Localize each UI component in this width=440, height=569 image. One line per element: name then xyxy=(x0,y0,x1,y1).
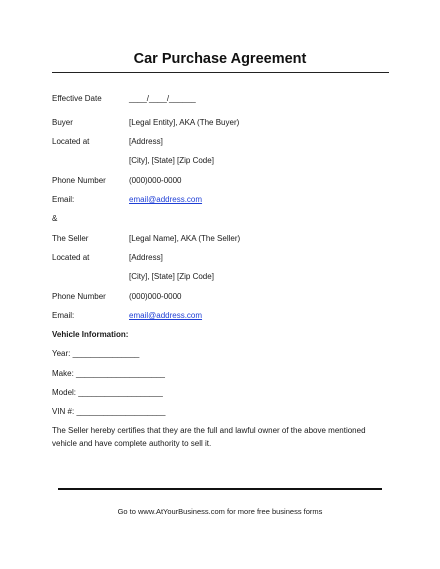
buyer-city-field[interactable]: [City], [State] [Zip Code] xyxy=(129,156,214,165)
certification-paragraph: The Seller hereby certifies that they are the full and lawful owner of the above mentioned vehicle and have complete authority to sell it. xyxy=(52,426,366,448)
vehicle-year-field[interactable]: Year: _______________ xyxy=(52,349,140,358)
vehicle-make-field[interactable]: Make: ____________________ xyxy=(52,369,165,378)
seller-city-field[interactable]: [City], [State] [Zip Code] xyxy=(129,272,214,281)
seller-name-field[interactable]: [Legal Name], AKA (The Seller) xyxy=(129,234,241,243)
buyer-email-label: Email: xyxy=(52,195,75,204)
buyer-name-field[interactable]: [Legal Entity], AKA (The Buyer) xyxy=(129,118,240,127)
buyer-phone-label: Phone Number xyxy=(52,176,106,185)
seller-label: The Seller xyxy=(52,234,89,243)
buyer-label: Buyer xyxy=(52,118,73,127)
vehicle-info-heading: Vehicle Information: xyxy=(52,330,129,339)
vehicle-vin-field[interactable]: VIN #: ____________________ xyxy=(52,407,166,416)
seller-located-label: Located at xyxy=(52,253,90,262)
footer-note: Go to www.AtYourBusiness.com for more free business forms xyxy=(117,507,323,516)
seller-address-field[interactable]: [Address] xyxy=(129,253,163,262)
buyer-email-link[interactable]: email@address.com xyxy=(129,195,203,204)
seller-phone-label: Phone Number xyxy=(52,292,106,301)
effective-date-label: Effective Date xyxy=(52,94,102,103)
title-divider xyxy=(52,72,389,73)
vehicle-model-field[interactable]: Model: ___________________ xyxy=(52,388,163,397)
buyer-phone-field[interactable]: (000)000-0000 xyxy=(129,176,182,185)
document-title: Car Purchase Agreement xyxy=(133,51,307,67)
seller-phone-field[interactable]: (000)000-0000 xyxy=(129,292,182,301)
buyer-located-label: Located at xyxy=(52,137,90,146)
seller-email-link[interactable]: email@address.com xyxy=(129,311,203,320)
and-symbol: & xyxy=(52,214,58,223)
footer-divider xyxy=(58,488,382,490)
effective-date-field[interactable]: ____/____/______ xyxy=(129,94,196,103)
buyer-address-field[interactable]: [Address] xyxy=(129,137,163,146)
seller-email-label: Email: xyxy=(52,311,75,320)
